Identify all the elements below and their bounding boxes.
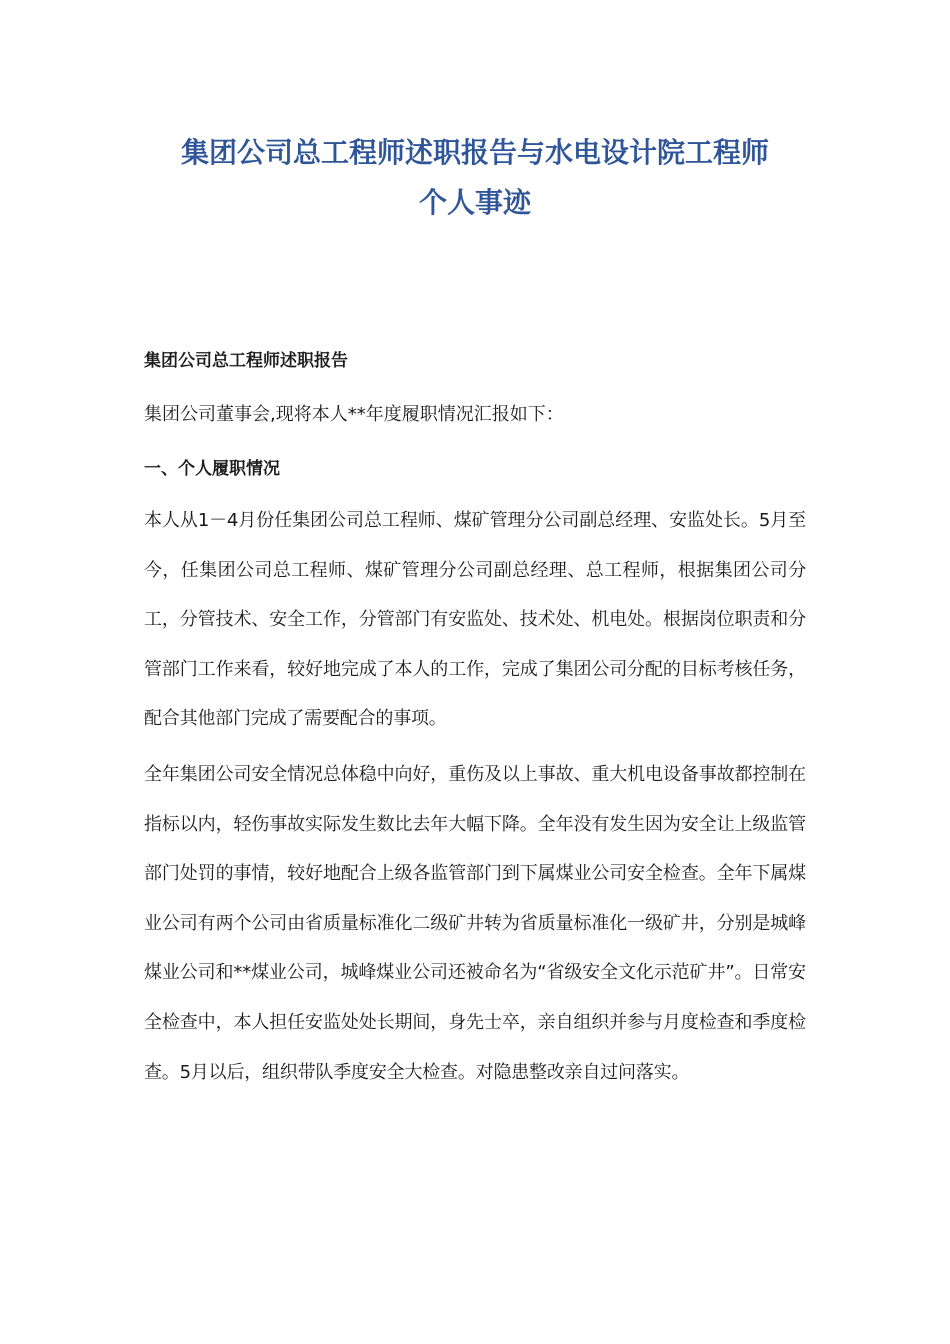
subsection-heading: 一、个人履职情况: [144, 459, 280, 479]
section-heading: 集团公司总工程师述职报告: [144, 351, 348, 371]
body-paragraph-1: 本人从1－4月份任集团公司总工程师、煤矿管理分公司副总经理、安监处长。5月至今，任集团公司总工程师、煤矿管理分公司副总经理、总工程师，根据集团公司分工，分管技术、安全工作，分管部门有安监处、技术处、机电处。根据岗位职责和分管部门工作来看，较好地完成了本人的工作，完成了集团公司分配的目标考核任务，配合其他部门完成了需要配合的事项。: [144, 510, 806, 730]
body-paragraph-2: 全年集团公司安全情况总体稳中向好，重伤及以上事故、重大机电设备事故都控制在指标以内，轻伤事故实际发生数比去年大幅下降。全年没有发生因为安全让上级监管部门处罚的事情，较好地配合上级各监管部门到下属煤业公司安全检查。全年下属煤业公司有两个公司由省质量标准化二级矿井转为省质量标准化一级矿井，分别是城峰煤业公司和**煤业公司，城峰煤业公司还被命名为“省级安全文化示范矿井”。日常安全检查中，本人担任安监处处长期间，身先士卒，亲自组织并参与月度检查和季度检查。5月以后，组织带队季度安全大检查。对隐患整改亲自过问落实。: [144, 763, 806, 1083]
salutation: 集团公司董事会,现将本人**年度履职情况汇报如下：: [144, 404, 564, 425]
document-title-line-2: 个人事迹: [418, 186, 531, 219]
document-title-line-1: 集团公司总工程师述职报告与水电设计院工程师: [180, 136, 769, 169]
document-body: [144, 343, 806, 1097]
document-title: [120, 128, 830, 228]
